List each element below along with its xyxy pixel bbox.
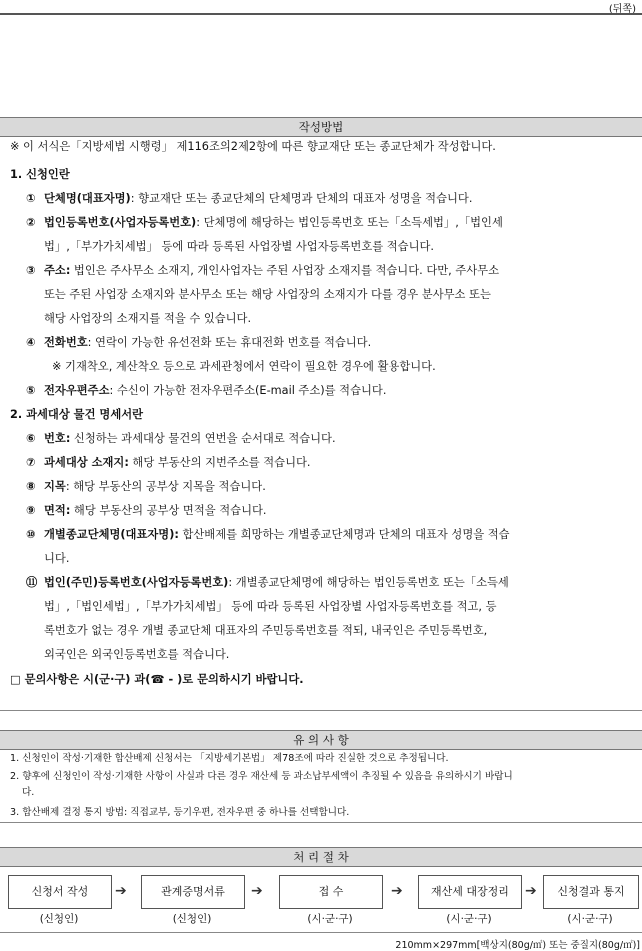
item-6 — [26, 432, 336, 446]
note-3: 3. 합산배제 결정 통지 방법: 직접교부, 등기우편, 전자우편 중 하나를 선택합니다. — [10, 807, 350, 818]
item-8-number: ⑧ — [26, 480, 36, 493]
item-1 — [26, 192, 472, 206]
arrow-icon: ➔ — [525, 883, 537, 899]
instructions-body — [0, 136, 642, 692]
item-9-text: 해당 부동산의 공부상 면적을 적습니다. — [70, 504, 267, 517]
paper-spec-footer: 210mm×297mm[백상지(80g/㎡) 또는 중질지(80g/㎡)] — [395, 940, 640, 951]
item-5-label: 전자우편주소 — [44, 384, 110, 397]
note-1: 1. 신청인이 작성·기재한 합산배제 신청서는 「지방세기본법」 제78조에 따라 진실한 것으로 추정됩니다. — [10, 753, 449, 764]
step-box-1: 신청서 작성 — [8, 875, 112, 909]
note-2: 2. 향후에 신청인이 작성·기재한 사항이 사실과 다른 경우 재산세 등 과소납부세액이 추징될 수 있음을 유의하시기 바랍니 — [10, 771, 513, 782]
item-3-number: ③ — [26, 264, 36, 277]
item-8 — [26, 480, 266, 494]
item-11-text-cont3: 외국인은 외국인등록번호를 적습니다. — [44, 648, 230, 661]
item-2 — [26, 216, 503, 230]
item-11-text: : 개별종교단체명에 해당하는 법인등록번호 또는「소득세 — [228, 576, 509, 589]
item-2-text: : 단체명에 해당하는 법인등록번호 또는「소득세법」,「법인세 — [196, 216, 503, 229]
item-9-label: 면적: — [44, 504, 71, 517]
item-10-number: ⑩ — [26, 528, 36, 541]
item-10 — [26, 528, 510, 542]
note-2-cont: 다. — [22, 787, 35, 798]
item-5-number: ⑤ — [26, 384, 36, 397]
step-box-3: 접 수 — [279, 875, 383, 909]
inquiry-line: □ 문의사항은 시(군·구) 과(☎ - )로 문의하시기 바랍니다. — [10, 673, 304, 686]
step-actor-1: (신청인) — [39, 913, 79, 925]
item-3-text-cont: 또는 주된 사업장 소재지와 분사무소 또는 해당 사업장의 소재지가 다를 경우 분사무소 또는 — [44, 288, 491, 301]
section-divider — [0, 710, 642, 711]
step-actor-2: (신청인) — [172, 913, 212, 925]
step-actor-4: (시·군·구) — [446, 913, 492, 925]
item-3-text-cont2: 해당 사업장의 소재지를 적을 수 있습니다. — [44, 312, 252, 325]
item-4-note: ※ 기재착오, 계산착오 등으로 과세관청에서 연락이 필요한 경우에 활용합니다. — [52, 360, 436, 373]
step-actor-5: (시·군·구) — [567, 913, 613, 925]
item-6-text: 신청하는 과세대상 물건의 연번을 순서대로 적습니다. — [70, 432, 336, 445]
item-11-text-cont2: 록번호가 없는 경우 개별 종교단체 대표자의 주민등록번호를 적되, 내국인은 주민등록번호, — [44, 624, 488, 637]
item-1-label: 단체명(대표자명) — [44, 192, 131, 205]
item-7-text: 해당 부동산의 지번주소를 적습니다. — [128, 456, 311, 469]
item-8-label: 지목 — [44, 480, 66, 493]
item-4-text: : 연락이 가능한 유선전화 또는 휴대전화 번호를 적습니다. — [87, 336, 372, 349]
item-9-number: ⑨ — [26, 504, 36, 517]
item-4 — [26, 336, 371, 350]
item-5-text: : 수신이 가능한 전자우편주소(E-mail 주소)를 적습니다. — [109, 384, 387, 397]
arrow-icon: ➔ — [251, 883, 263, 899]
item-1-number: ① — [26, 192, 36, 205]
item-3-text: 법인은 주사무소 소재지, 개인사업자는 주된 사업장 소재지를 적습니다. 다만, 주사무소 — [70, 264, 499, 277]
item-1-text: : 향교재단 또는 종교단체의 단체명과 단체의 대표자 성명을 적습니다. — [130, 192, 473, 205]
item-11 — [26, 576, 509, 590]
item-10-label: 개별종교단체명(대표자명): — [44, 528, 179, 541]
item-7-number: ⑦ — [26, 456, 36, 469]
bottom-rule — [0, 932, 642, 933]
item-11-number: ⑪ — [26, 576, 38, 589]
notes-title: 유 의 사 항 — [0, 730, 642, 750]
item-9 — [26, 504, 267, 518]
item-2-number: ② — [26, 216, 36, 229]
item-11-label: 법인(주민)등록번호(사업자등록번호) — [44, 576, 229, 589]
arrow-icon: ➔ — [391, 883, 403, 899]
step-box-4: 재산세 대장정리 — [418, 875, 522, 909]
item-10-text-cont: 니다. — [44, 552, 70, 565]
item-10-text: 합산배제를 희망하는 개별종교단체명과 단체의 대표자 성명을 적습 — [178, 528, 510, 541]
item-11-text-cont: 법」,「법인세법」,「부가가치세법」 등에 따라 등록된 사업장별 사업자등록번호를 적고, 등 — [44, 600, 497, 613]
step-box-2: 관계증명서류 — [141, 875, 245, 909]
item-7 — [26, 456, 311, 470]
item-8-text: : 해당 부동산의 공부상 지목을 적습니다. — [65, 480, 266, 493]
arrow-icon: ➔ — [115, 883, 127, 899]
item-3 — [26, 264, 499, 278]
top-rule — [0, 13, 642, 15]
item-6-label: 번호: — [44, 432, 71, 445]
section-property-title: 2. 과세대상 물건 명세서란 — [10, 408, 144, 421]
procedure-title: 처 리 절 차 — [0, 847, 642, 867]
item-5 — [26, 384, 386, 398]
step-box-5: 신청결과 통지 — [543, 875, 639, 909]
back-side-label: (뒤쪽) — [608, 4, 636, 15]
section-applicant-title: 1. 신청인란 — [10, 168, 70, 181]
item-2-label: 법인등록번호(사업자등록번호) — [44, 216, 197, 229]
item-3-label: 주소: — [44, 264, 71, 277]
item-4-label: 전화번호 — [44, 336, 88, 349]
item-6-number: ⑥ — [26, 432, 36, 445]
item-2-text-cont: 법」,「부가가치세법」 등에 따라 등록된 사업장별 사업자등록번호를 적습니다. — [44, 240, 435, 253]
instructions-title: 작성방법 — [0, 117, 642, 137]
step-actor-3: (시·군·구) — [307, 913, 353, 925]
item-7-label: 과세대상 소재지: — [44, 456, 129, 469]
item-4-number: ④ — [26, 336, 36, 349]
instructions-intro: ※ 이 서식은「지방세법 시행령」 제116조의2제2항에 따른 향교재단 또는 종교단체가 작성합니다. — [10, 140, 496, 153]
notes-bottom-rule — [0, 822, 642, 823]
